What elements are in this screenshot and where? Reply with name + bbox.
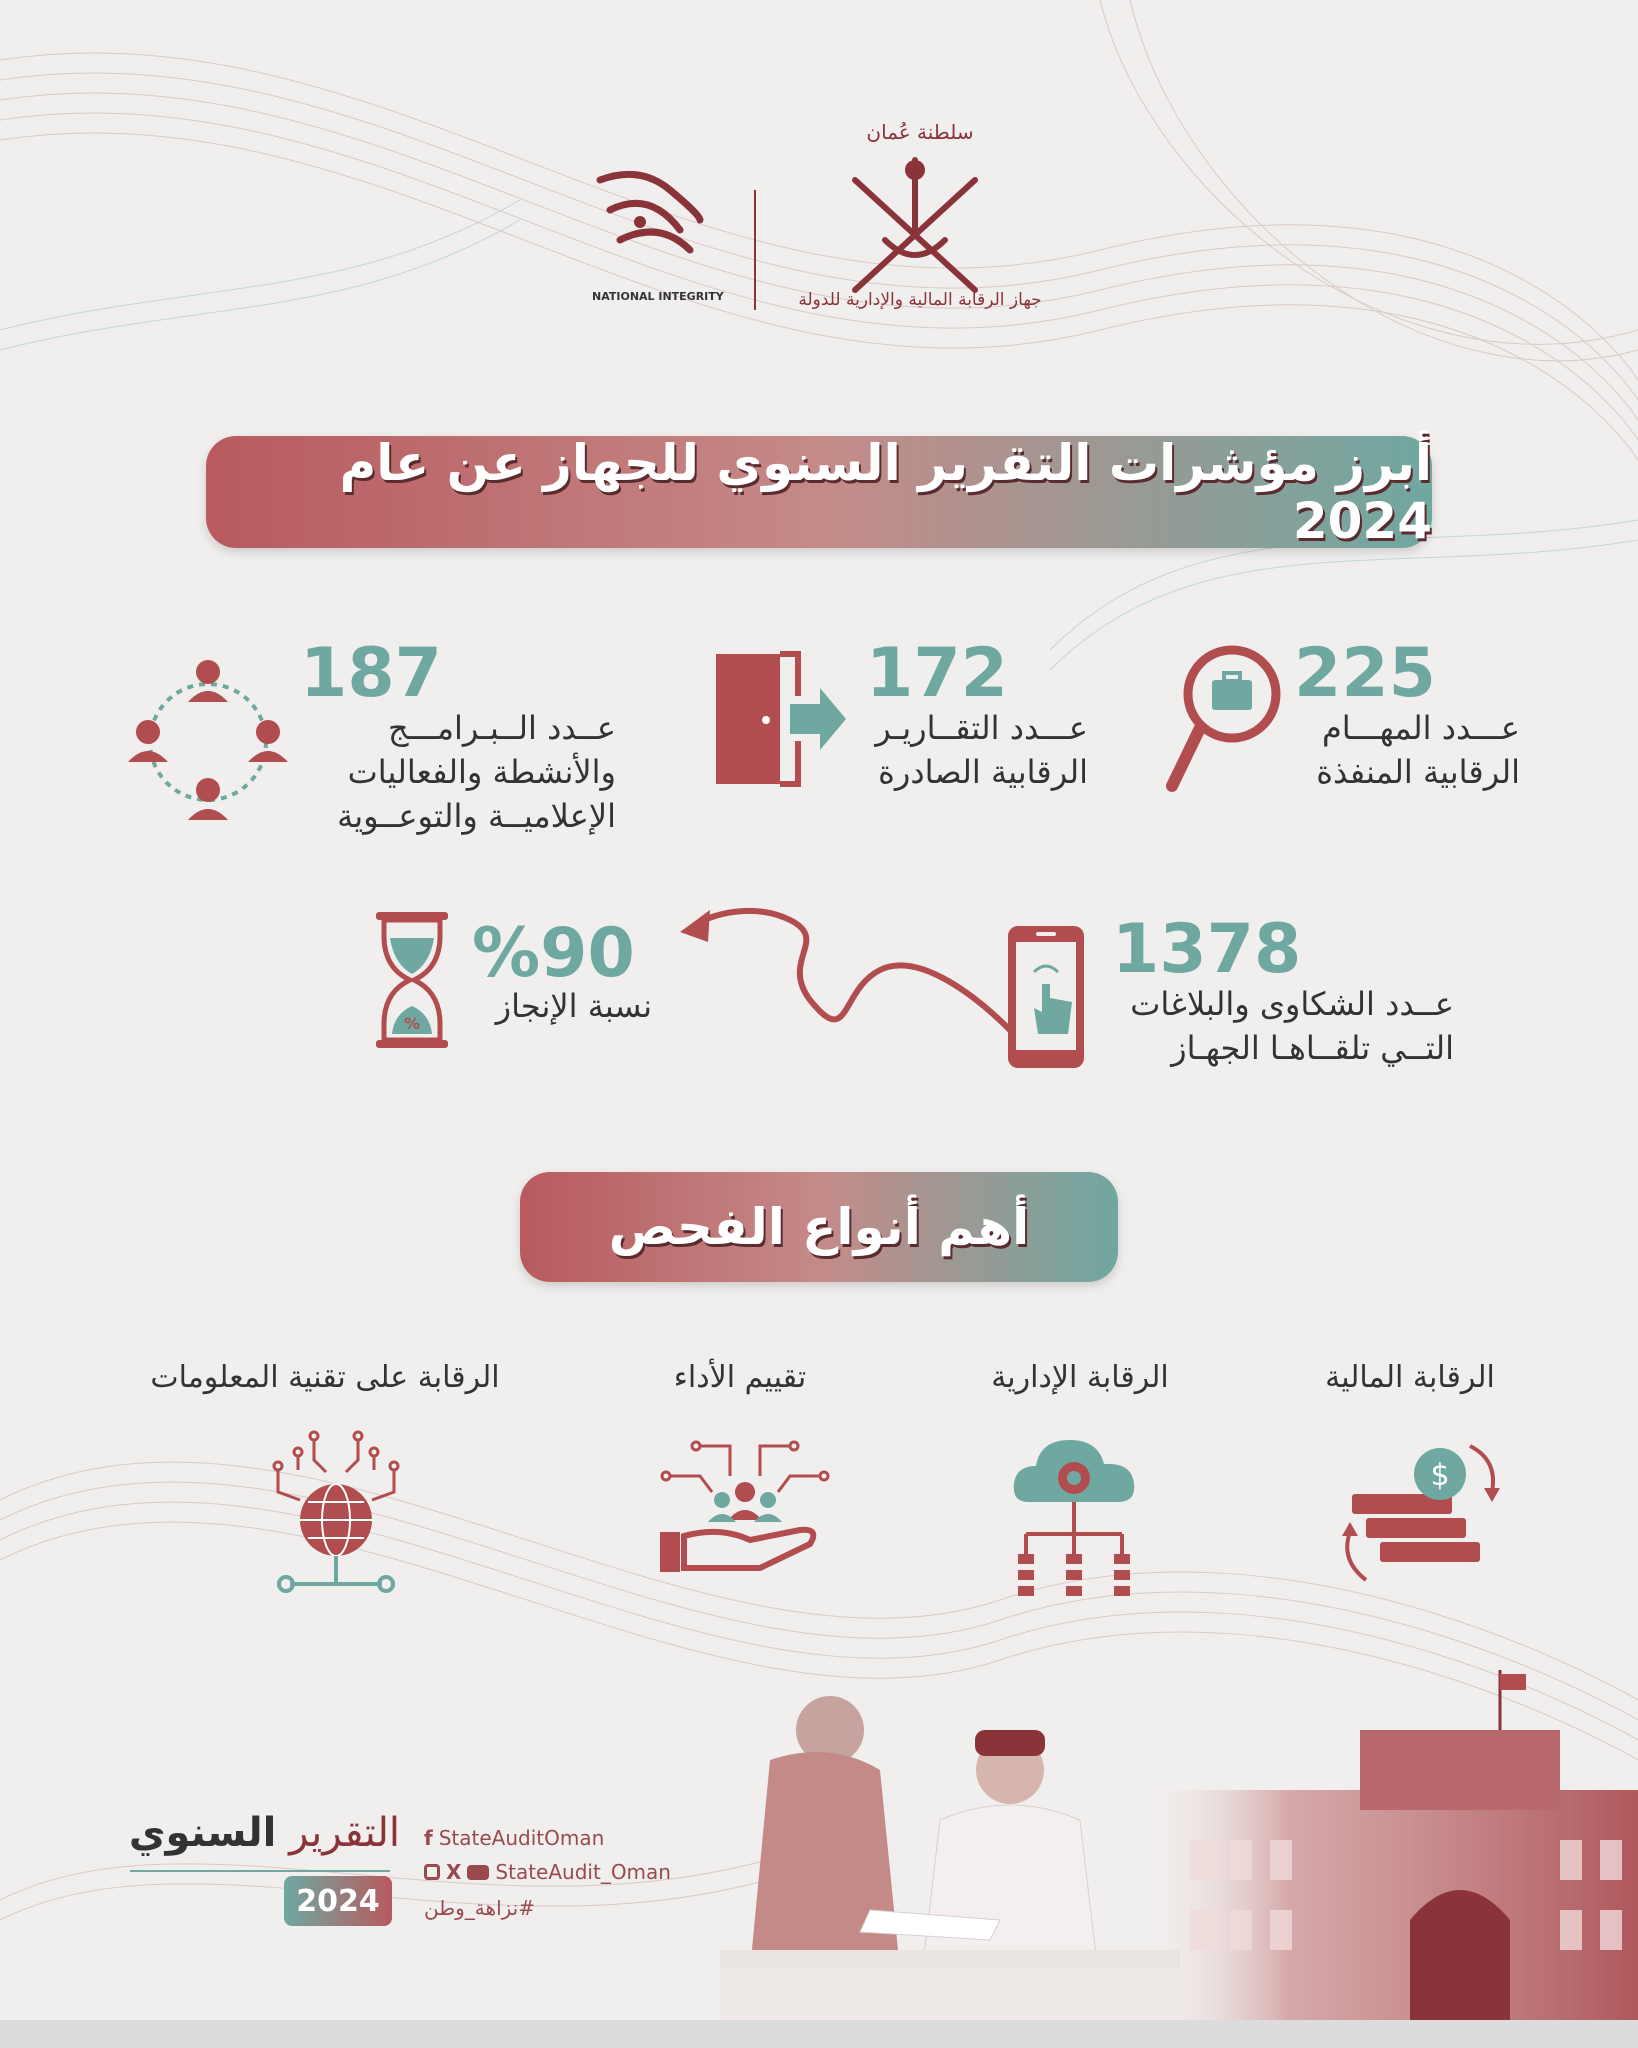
national-integrity-logo — [580, 160, 720, 270]
cloud-gear-hierarchy-icon — [1010, 1430, 1140, 1600]
door-exit-icon — [708, 646, 848, 791]
stat-value: 1378 — [1112, 910, 1302, 989]
facebook-row[interactable] — [424, 1826, 604, 1850]
stat-card-complaints — [1004, 912, 1474, 1082]
state-audit-label: جهاز الرقابة المالية والإدارية للدولة — [798, 290, 1042, 310]
stat-value: 225 — [1294, 634, 1436, 713]
facebook-icon: f — [424, 1826, 433, 1850]
stat-line2: والأنشطة والفعاليات — [347, 753, 616, 791]
report-year-box — [284, 1876, 392, 1926]
stat-line2: الرقابية المنفذة — [1316, 753, 1520, 791]
report-title — [129, 1810, 400, 1856]
stat-line3: الإعلاميــة والتوعــوية — [337, 797, 616, 835]
stat-value: 187 — [300, 634, 442, 713]
annual-report-badge — [130, 1810, 400, 1930]
youtube-icon — [467, 1865, 489, 1880]
hourglass-icon — [372, 910, 452, 1050]
sultanate-label: سلطنة عُمان — [866, 120, 974, 144]
people-network-icon — [126, 654, 290, 824]
curved-arrow-icon — [680, 880, 1020, 1050]
stat-card-achievement — [372, 910, 672, 1050]
header — [580, 120, 1060, 320]
instagram-icon — [424, 1864, 440, 1880]
type-label-performance: تقييم الأداء — [673, 1360, 807, 1395]
oman-emblem — [815, 150, 1015, 300]
bottom-strip — [0, 2020, 1638, 2048]
report-title-bold: السنوي — [128, 1810, 277, 1856]
x-icon: X — [446, 1860, 462, 1884]
stat-card-reports — [708, 636, 1088, 806]
stat-card-programs — [126, 636, 616, 846]
stat-value: 172 — [866, 634, 1008, 713]
integrity-ar-label — [590, 120, 595, 121]
globe-circuit-icon — [268, 1430, 404, 1600]
stat-line1: نسبة الإنجاز — [495, 987, 652, 1025]
report-year: 2024 — [296, 1883, 380, 1919]
facebook-handle: StateAuditOman — [438, 1826, 605, 1850]
type-label-administrative: الرقابة الإدارية — [991, 1360, 1169, 1395]
stat-card-missions — [1160, 636, 1520, 806]
stat-line2: التــي تلقــاهـا الجهـاز — [1171, 1029, 1454, 1067]
type-label-it: الرقابة على تقنية المعلومات — [150, 1360, 500, 1395]
svg-text:$: $ — [1430, 1458, 1450, 1493]
report-title-light: التقرير — [289, 1810, 400, 1856]
hashtag: #نزاهة_وطن — [424, 1896, 535, 1920]
coins-cycle-icon — [1330, 1430, 1510, 1590]
type-label-financial: الرقابة المالية — [1325, 1360, 1495, 1395]
x-youtube-row[interactable] — [424, 1860, 671, 1884]
social-links — [424, 1826, 724, 1936]
stat-line1: عــدد الشكاوى والبلاغات — [1130, 985, 1454, 1023]
section-title: أهم أنواع الفحص — [608, 1198, 1030, 1256]
report-title-underline — [130, 1870, 390, 1872]
x-handle: StateAudit_Oman — [495, 1860, 671, 1884]
stat-line1: عـــدد التقــاريـر — [875, 709, 1088, 747]
stat-line1: عـــدد المهـــام — [1321, 709, 1520, 747]
svg-text:%: % — [403, 1014, 421, 1033]
section-title-banner — [520, 1172, 1118, 1282]
stat-value: %90 — [472, 914, 635, 993]
building-people-illustration — [720, 1670, 1638, 2048]
stat-line2: الرقابية الصادرة — [878, 753, 1088, 791]
header-divider — [754, 190, 756, 310]
hand-people-circuit-icon — [660, 1436, 830, 1576]
integrity-en-label: NATIONAL INTEGRITY — [592, 290, 724, 303]
main-title-banner — [206, 436, 1432, 548]
stat-line1: عــدد الــبـرامـــج — [388, 709, 616, 747]
main-title: أبرز مؤشرات التقرير السنوي للجهاز عن عام 2024 — [339, 434, 1432, 550]
magnifier-briefcase-icon — [1160, 636, 1290, 796]
